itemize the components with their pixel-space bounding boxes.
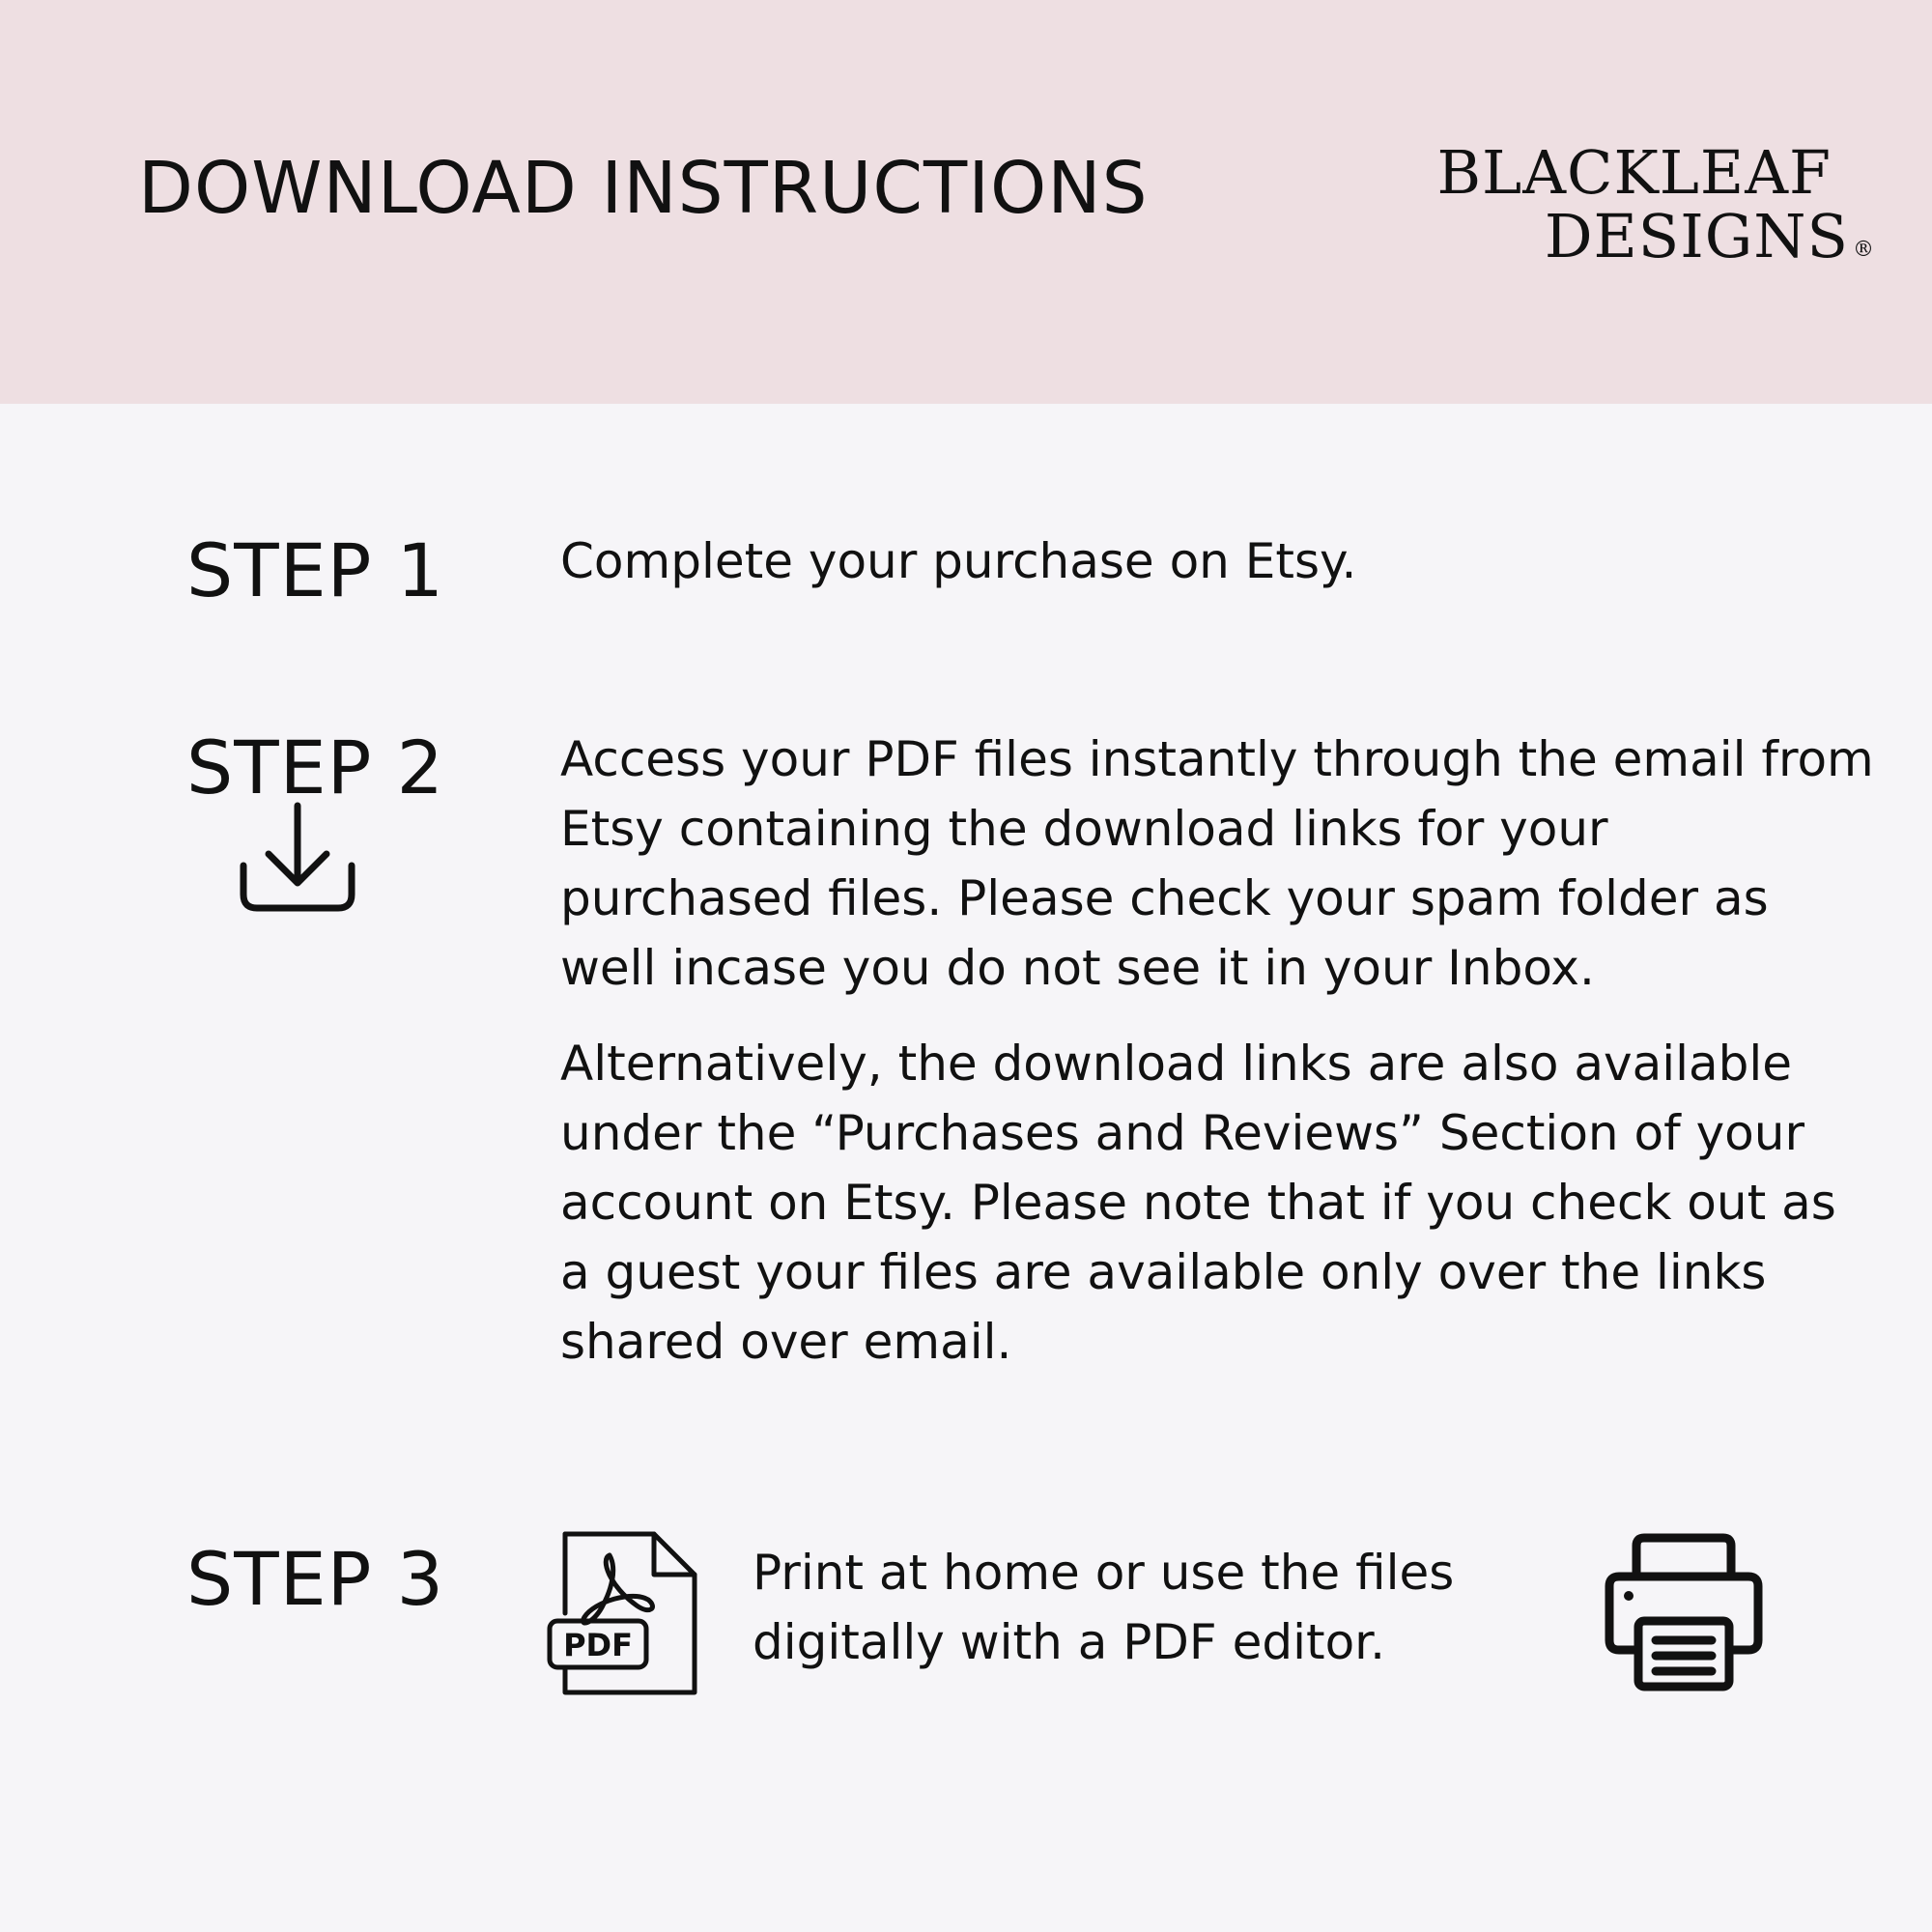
logo-line-2: DESIGNS [1544, 201, 1849, 271]
step-1-text: Complete your purchase on Etsy. [560, 533, 1357, 589]
step-3-label: STEP 3 [186, 1536, 445, 1622]
step-2-text: Access your PDF files instantly through the email from Etsy containing the download links for your purchased files. Please check your spam folder as well incase you do not see it in your Inbox. [560, 731, 1874, 996]
registered-mark: ® [1853, 238, 1874, 262]
download-icon [238, 802, 357, 914]
printer-icon [1604, 1532, 1764, 1692]
step-1-label: STEP 1 [186, 527, 445, 613]
step-3-text: Print at home or use the files digitally with a PDF editor. [753, 1545, 1455, 1670]
logo-line-1: BLACKLEAF [1436, 137, 1832, 208]
step-2-label: STEP 2 [186, 724, 445, 810]
pdf-file-icon [546, 1530, 702, 1696]
header-banner [0, 0, 1932, 404]
brand-logo [1436, 137, 1874, 271]
step-2-text-alternative: Alternatively, the download links are also available under the “Purchases and Reviews” Section of your account on Etsy. Please note that if you check out as a guest your files are available only over the links shared over email. [560, 1036, 1836, 1370]
page-title: DOWNLOAD INSTRUCTIONS [138, 147, 1149, 230]
pdf-badge-label: PDF [563, 1627, 633, 1663]
